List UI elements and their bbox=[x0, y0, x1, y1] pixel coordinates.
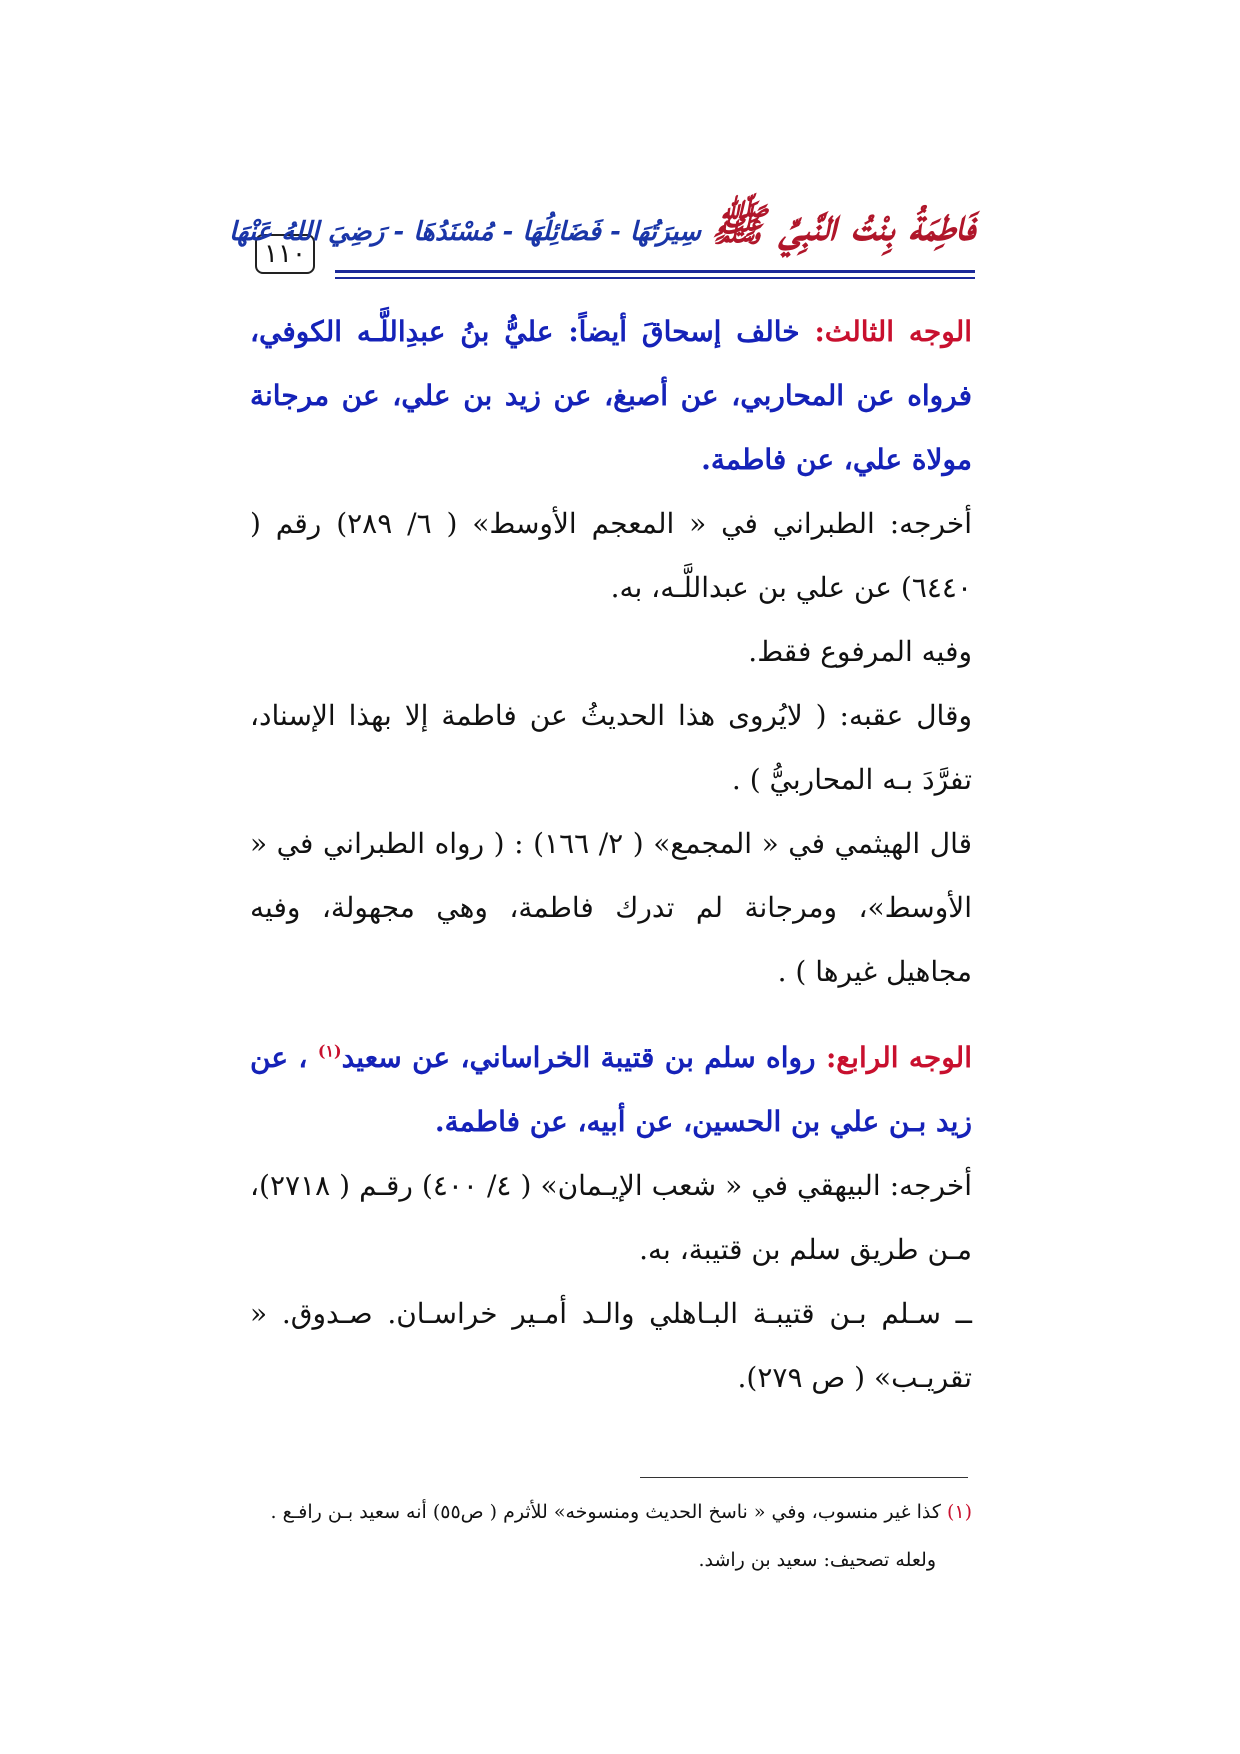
book-title-main: فَاطِمَةُ بِنْتُ النَّبِيِّ ﷺ bbox=[711, 200, 975, 251]
section-spacer bbox=[250, 1004, 972, 1026]
footnote-text: كذا غير منسوب، وفي « ناسخ الحديث ومنسوخه» للأثرم ( ص٥٥) أنه سعيد بـن رافـع . bbox=[270, 1501, 941, 1523]
footnote-separator bbox=[640, 1477, 968, 1478]
header-rule-top bbox=[335, 270, 975, 273]
section-heading bbox=[250, 300, 972, 492]
paragraph: وقال عقبه: ( لايُروى هذا الحديثُ عن فاطمة إلا بهذا الإسناد، تفرَّدَ بـه المحاربيُّ ) . bbox=[250, 699, 972, 796]
footnote-text: ولعله تصحيف: سعيد بن راشد. bbox=[698, 1549, 936, 1571]
footnotes bbox=[250, 1488, 972, 1584]
paragraph: أخرجه: البيهقي في « شعب الإيـمان» ( ٤/ ٤٠٠) رقـم ( ٢٧١٨)، مـن طريق سلم بن قتيبة، به. bbox=[250, 1169, 973, 1266]
page-number: ١١٠ bbox=[264, 239, 306, 269]
body-text bbox=[250, 300, 972, 1410]
section-heading-text: ، عن زيد بـن علي بن الحسين، عن أبيه، عن فاطمة. bbox=[250, 1041, 972, 1138]
footnote-reference[interactable]: (١) bbox=[317, 1041, 342, 1061]
paragraph: وفيه المرفوع فقط. bbox=[748, 635, 972, 668]
section-label: الوجه الثالث: bbox=[814, 315, 973, 348]
header-rule-bottom bbox=[335, 277, 975, 279]
section-label: الوجه الرابع: bbox=[825, 1041, 972, 1074]
paragraph: ــ سـلم بـن قتيبـة البـاهلي والـد أمـير خراسـان. صـدوق. « تقريـب» ( ص ٢٧٩). bbox=[250, 1297, 972, 1394]
paragraph: أخرجه: الطبراني في « المعجم الأوسط» ( ٦/ ٢٨٩) رقم ( ٦٤٤٠) عن علي بن عبداللَّـه، به. bbox=[250, 507, 972, 604]
footnote bbox=[250, 1488, 972, 1536]
section-heading bbox=[250, 1026, 972, 1154]
section-heading-text: خالف إسحاقَ أيضاً: عليُّ بنُ عبدِاللَّـه الكوفي، فرواه عن المحاربي، عن أصبغ، عن زيد بن علي، عن مرجانة مولاة علي، عن فاطمة. bbox=[250, 315, 972, 476]
section-heading-text: رواه سلم بن قتيبة الخراساني، عن سعيد bbox=[341, 1041, 826, 1074]
page-header bbox=[228, 198, 975, 282]
paragraph: قال الهيثمي في « المجمع» ( ٢/ ١٦٦) : ( رواه الطبراني في « الأوسط»، ومرجانة لم تدرك فاطمة، وهي مجهولة، وفيه مجاهيل غيرها ) . bbox=[250, 827, 973, 988]
book-title-subtitle: سِيرَتُهَا - فَضَائِلُهَا - مُسْنَدُهَا - رَضِيَ اللهُ عَنْهَا bbox=[228, 217, 701, 247]
footnote-number: (١) bbox=[946, 1501, 972, 1523]
